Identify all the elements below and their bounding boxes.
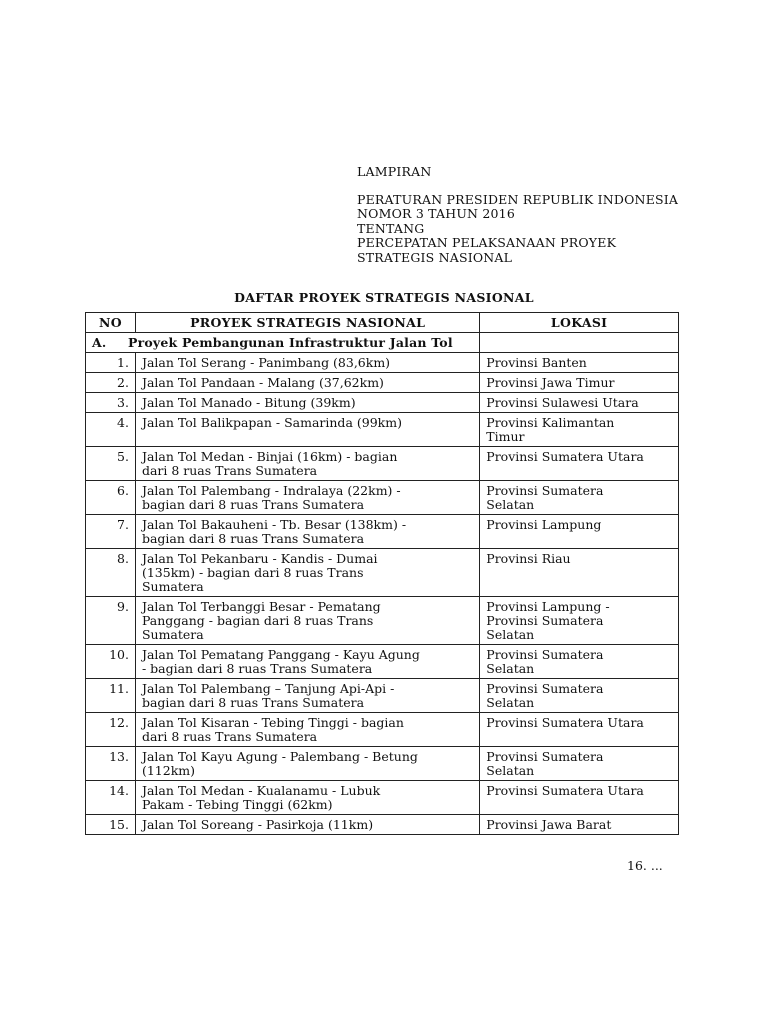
project-name-cell [135,515,479,549]
row-number: 13. [86,747,136,781]
location-cell [480,781,679,815]
table-row [86,549,679,597]
regulation-line: PERATURAN PRESIDEN REPUBLIK INDONESIA [357,191,679,207]
table-row [86,815,679,835]
project-name-cell [135,447,479,481]
project-name-line: Jalan Tol Medan - Binjai (16km) - bagian [141,449,398,464]
location-cell [480,393,679,413]
location-cell [480,815,679,835]
project-name-line: dari 8 ruas Trans Sumatera [141,729,318,744]
project-name-line: Jalan Tol Bakauheni - Tb. Besar (138km) - [141,517,407,532]
location-line: Provinsi Jawa Barat [486,817,612,832]
row-number: 15. [86,815,136,835]
project-name-cell [135,549,479,597]
table-row [86,413,679,447]
document-title: DAFTAR PROYEK STRATEGIS NASIONAL [234,290,534,305]
location-line: Provinsi Sumatera [486,483,604,498]
location-line: Provinsi Sumatera Utara [486,783,644,798]
project-name-line: Jalan Tol Serang - Panimbang (83,6km) [141,355,391,370]
table-row [86,781,679,815]
project-name-line: Pakam - Tebing Tinggi (62km) [141,797,333,812]
column-header-no: NO [86,313,136,333]
table-row [86,447,679,481]
project-name-line: Jalan Tol Balikpapan - Samarinda (99km) [141,415,402,430]
section-label: Proyek Pembangunan Infrastruktur Jalan Tol [128,335,453,350]
project-name-line: bagian dari 8 ruas Trans Sumatera [141,497,365,512]
table-row [86,353,679,373]
section-row [86,333,679,353]
row-number: 1. [86,353,136,373]
project-name-line: Jalan Tol Pandaan - Malang (37,62km) [141,375,384,390]
table-row [86,481,679,515]
project-table [85,312,679,835]
project-name-line: Jalan Tol Medan - Kualanamu - Lubuk [141,783,381,798]
row-number: 4. [86,413,136,447]
project-name-line: Jalan Tol Kisaran - Tebing Tinggi - bagian [141,715,404,730]
location-line: Provinsi Kalimantan [486,415,615,430]
project-name-cell [135,645,479,679]
table-header-row [86,313,679,333]
row-number: 7. [86,515,136,549]
location-cell [480,413,679,447]
project-name-line: dari 8 ruas Trans Sumatera [141,463,318,478]
location-cell [480,713,679,747]
section-empty-cell [480,333,679,353]
row-number: 2. [86,373,136,393]
project-name-line: Jalan Tol Pekanbaru - Kandis - Dumai [141,551,378,566]
project-name-cell [135,747,479,781]
location-cell [480,515,679,549]
location-line: Provinsi Riau [486,551,571,566]
location-line: Timur [486,429,525,444]
location-line: Provinsi Sumatera Utara [486,715,644,730]
location-cell [480,481,679,515]
project-name-line: bagian dari 8 ruas Trans Sumatera [141,531,365,546]
project-name-line: Jalan Tol Palembang - Indralaya (22km) - [141,483,401,498]
location-line: Selatan [486,695,535,710]
column-header-location: LOKASI [480,313,679,333]
project-name-cell [135,679,479,713]
location-line: Provinsi Lampung [486,517,602,532]
location-line: Provinsi Jawa Timur [486,375,615,390]
column-header-project: PROYEK STRATEGIS NASIONAL [135,313,479,333]
location-cell [480,549,679,597]
project-name-cell [135,781,479,815]
project-name-line: Jalan Tol Palembang – Tanjung Api-Api - [141,681,395,696]
project-name-line: - bagian dari 8 ruas Trans Sumatera [141,661,373,676]
location-line: Provinsi Sumatera [486,613,604,628]
table-row [86,747,679,781]
attachment-label: LAMPIRAN [357,164,432,179]
project-name-cell [135,713,479,747]
project-name-cell [135,815,479,835]
row-number: 6. [86,481,136,515]
project-name-line: (135km) - bagian dari 8 ruas Trans [141,565,364,580]
location-line: Provinsi Sulawesi Utara [486,395,639,410]
row-number: 12. [86,713,136,747]
location-cell [480,597,679,645]
location-cell [480,747,679,781]
table-row [86,713,679,747]
project-name-line: Sumatera [141,579,204,594]
location-line: Selatan [486,661,535,676]
location-line: Provinsi Lampung - [486,599,610,614]
project-name-line: Jalan Tol Soreang - Pasirkoja (11km) [141,817,374,832]
attachment-header [357,165,678,265]
project-name-cell [135,353,479,373]
row-number: 9. [86,597,136,645]
location-cell [480,353,679,373]
project-name-cell [135,597,479,645]
row-number: 11. [86,679,136,713]
location-line: Provinsi Banten [486,355,587,370]
project-name-cell [135,393,479,413]
table-row [86,393,679,413]
location-cell [480,447,679,481]
table-row [86,645,679,679]
location-line: Provinsi Sumatera Utara [486,449,644,464]
regulation-line: NOMOR 3 TAHUN 2016 [357,206,515,221]
table-row [86,515,679,549]
regulation-line: TENTANG [357,220,425,236]
project-name-line: bagian dari 8 ruas Trans Sumatera [141,695,365,710]
project-name-line: Jalan Tol Kayu Agung - Palembang - Betung [141,749,418,764]
project-name-line: Jalan Tol Manado - Bitung (39km) [141,395,356,410]
location-line: Provinsi Sumatera [486,749,604,764]
project-name-cell [135,481,479,515]
project-name-cell [135,373,479,393]
row-number: 5. [86,447,136,481]
project-name-line: Sumatera [141,627,204,642]
table-row [86,597,679,645]
section-heading [86,333,480,353]
regulation-line: PERCEPATAN PELAKSANAAN PROYEK [357,235,617,250]
regulation-line: STRATEGIS NASIONAL [357,249,513,265]
location-line: Provinsi Sumatera [486,681,604,696]
table-row [86,679,679,713]
row-number: 14. [86,781,136,815]
section-letter: A. [92,335,107,350]
location-line: Selatan [486,763,535,778]
location-cell [480,679,679,713]
location-cell [480,645,679,679]
project-name-cell [135,413,479,447]
location-line: Provinsi Sumatera [486,647,604,662]
continuation-marker: 16. ... [627,858,663,873]
location-cell [480,373,679,393]
row-number: 8. [86,549,136,597]
row-number: 3. [86,393,136,413]
location-line: Selatan [486,497,535,512]
table-row [86,373,679,393]
project-name-line: Jalan Tol Pematang Panggang - Kayu Agung [141,647,420,662]
project-name-line: Panggang - bagian dari 8 ruas Trans [141,613,374,628]
project-name-line: Jalan Tol Terbanggi Besar - Pematang [141,599,381,614]
row-number: 10. [86,645,136,679]
project-name-line: (112km) [141,763,195,778]
location-line: Selatan [486,627,535,642]
